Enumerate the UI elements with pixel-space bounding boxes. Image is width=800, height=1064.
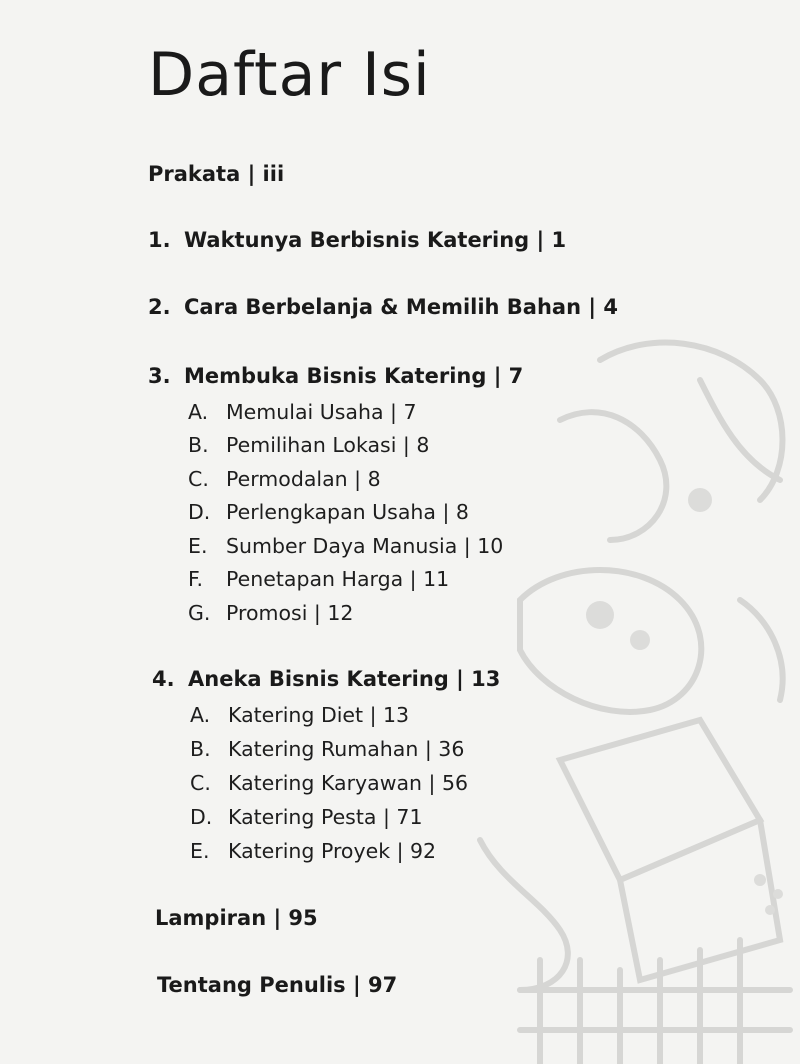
chapter-title: Waktunya Berbisnis Katering | 1 (184, 228, 567, 252)
chapter-title: Membuka Bisnis Katering | 7 (184, 364, 524, 388)
subentry-title: Katering Proyek | 92 (228, 839, 437, 863)
chapter-number: 4. (152, 667, 175, 691)
chapter-number: 2. (148, 295, 171, 319)
subentry-letter: B. (190, 737, 211, 761)
subentry-letter: E. (190, 839, 210, 863)
toc-subentry (188, 467, 381, 491)
chapter-title: Aneka Bisnis Katering | 13 (188, 667, 501, 691)
toc-subentry (188, 534, 503, 558)
toc-entry-chapter-3 (148, 364, 523, 388)
chapter-title: Cara Berbelanja & Memilih Bahan | 4 (184, 295, 618, 319)
toc-entry-chapter-1 (148, 228, 566, 252)
subentry-title: Katering Diet | 13 (228, 703, 410, 727)
toc-subentry (188, 567, 449, 591)
toc-entry-prakata: Prakata | iii (148, 162, 285, 186)
subentry-title: Promosi | 12 (226, 601, 354, 625)
subentry-title: Permodalan | 8 (226, 467, 381, 491)
subentry-title: Pemilihan Lokasi | 8 (226, 433, 430, 457)
toc-entry-lampiran: Lampiran | 95 (155, 906, 318, 930)
subentry-title: Katering Karyawan | 56 (228, 771, 469, 795)
toc-subentry (190, 771, 468, 795)
toc-subentry (188, 601, 353, 625)
subentry-title: Memulai Usaha | 7 (226, 400, 417, 424)
subentry-letter: C. (188, 467, 209, 491)
toc-entry-chapter-2 (148, 295, 618, 319)
subentry-letter: D. (190, 805, 213, 829)
toc-entry-tentang-penulis: Tentang Penulis | 97 (157, 973, 398, 997)
subentry-letter: A. (188, 400, 209, 424)
toc-entry-chapter-4 (152, 667, 500, 691)
subentry-title: Sumber Daya Manusia | 10 (226, 534, 504, 558)
subentry-letter: D. (188, 500, 211, 524)
subentry-letter: A. (190, 703, 211, 727)
toc-subentry (190, 805, 423, 829)
subentry-letter: F. (188, 567, 204, 591)
subentry-title: Katering Rumahan | 36 (228, 737, 465, 761)
chapter-number: 3. (148, 364, 171, 388)
subentry-title: Perlengkapan Usaha | 8 (226, 500, 469, 524)
toc-subentry (190, 703, 409, 727)
chapter-number: 1. (148, 228, 171, 252)
toc-subentry (190, 839, 436, 863)
toc-subentry (188, 433, 429, 457)
subentry-letter: G. (188, 601, 211, 625)
subentry-title: Katering Pesta | 71 (228, 805, 423, 829)
subentry-letter: B. (188, 433, 209, 457)
toc-subentry (188, 400, 417, 424)
toc-subentry (188, 500, 469, 524)
subentry-title: Penetapan Harga | 11 (226, 567, 450, 591)
toc-subentry (190, 737, 464, 761)
subentry-letter: E. (188, 534, 208, 558)
page-title: Daftar Isi (148, 40, 431, 110)
subentry-letter: C. (190, 771, 211, 795)
